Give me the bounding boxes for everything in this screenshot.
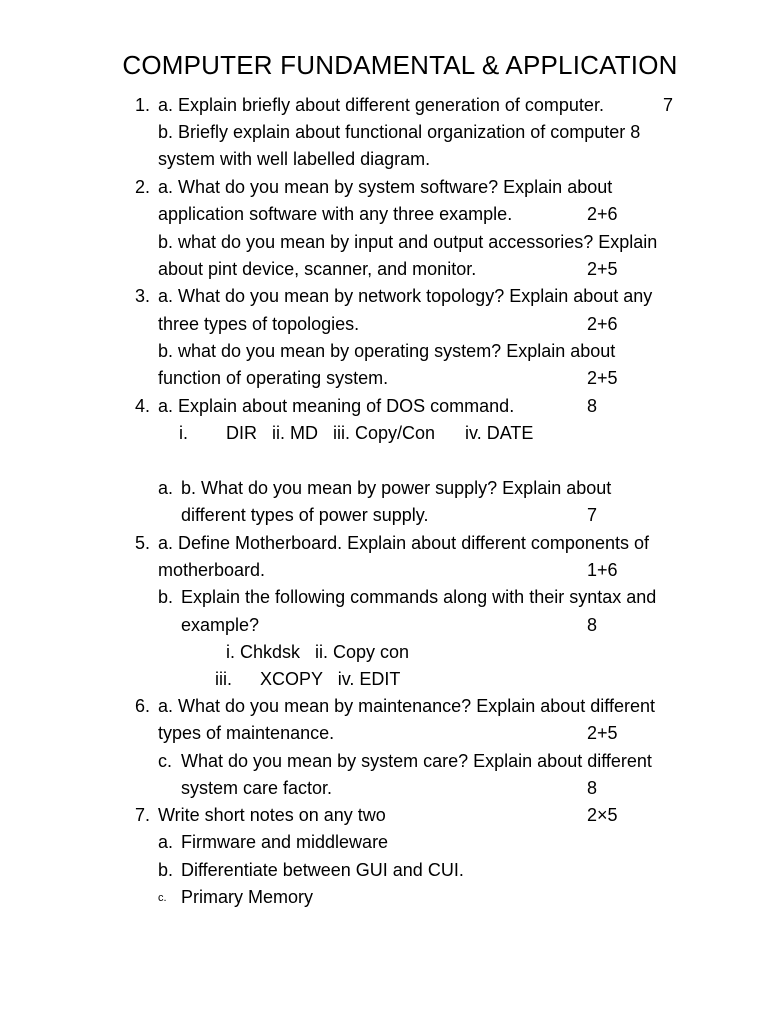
question-number: 6.	[135, 696, 151, 716]
question-text: a. Explain about meaning of DOS command.	[158, 396, 515, 416]
question-letter: b.	[158, 587, 174, 607]
question-text: a. What do you mean by system software? Explain about	[158, 177, 613, 197]
question-letter: b.	[158, 860, 174, 880]
sub-items: XCOPY iv. EDIT	[260, 669, 401, 689]
question-text: Primary Memory	[181, 887, 314, 907]
question-number: 1.	[135, 95, 151, 115]
marks: 8	[587, 615, 598, 635]
question-text: a. What do you mean by maintenance? Explain about different	[158, 696, 655, 716]
question-text: a. What do you mean by network topology? Explain about any	[158, 286, 653, 306]
question-letter: a.	[158, 832, 174, 852]
question-text: b. What do you mean by power supply? Explain about	[181, 478, 612, 498]
marks: 2+5	[587, 259, 618, 279]
question-number: 2.	[135, 177, 151, 197]
sub-items: i. Chkdsk ii. Copy con	[226, 642, 410, 662]
marks: 2+5	[587, 368, 618, 388]
question-text: about pint device, scanner, and monitor.	[158, 259, 477, 279]
question-text: system with well labelled diagram.	[158, 149, 431, 169]
question-letter: c.	[158, 751, 173, 771]
question-number: 7.	[135, 805, 151, 825]
question-text: types of maintenance.	[158, 723, 335, 743]
question-number: 4.	[135, 396, 151, 416]
question-text: application software with any three example.	[158, 204, 513, 224]
question-text: Firmware and middleware	[181, 832, 389, 852]
question-text: three types of topologies.	[158, 314, 360, 334]
question-text: Write short notes on any two	[158, 805, 386, 825]
marks: 8	[587, 396, 598, 416]
question-text: function of operating system.	[158, 368, 389, 388]
question-text: a. Define Motherboard. Explain about different components of	[158, 533, 649, 553]
marks: 7	[663, 95, 674, 115]
question-text: b. what do you mean by operating system? Explain about	[158, 341, 616, 361]
question-letter: c.	[158, 892, 167, 904]
question-text: Explain the following commands along with their syntax and	[181, 587, 657, 607]
question-number: 3.	[135, 286, 151, 306]
sub-items: DIR ii. MD iii. Copy/Con iv. DATE	[226, 423, 534, 443]
marks: 8	[587, 778, 598, 798]
question-text: What do you mean by system care? Explain about different	[181, 751, 652, 771]
question-text: system care factor.	[181, 778, 333, 798]
marks: 1+6	[587, 560, 618, 580]
question-text: Differentiate between GUI and CUI.	[181, 860, 464, 880]
question-letter: a.	[158, 478, 174, 498]
marks: 7	[587, 505, 598, 525]
question-text: b. Briefly explain about functional organization of computer 8	[158, 122, 641, 142]
question-text: motherboard.	[158, 560, 266, 580]
page-title: COMPUTER FUNDAMENTAL & APPLICATION	[122, 50, 678, 80]
sub-item-number: i.	[179, 423, 188, 443]
question-text: b. what do you mean by input and output accessories? Explain	[158, 232, 658, 252]
marks: 2+6	[587, 314, 618, 334]
question-number: 5.	[135, 533, 151, 553]
question-text: different types of power supply.	[181, 505, 429, 525]
question-text: example?	[181, 615, 260, 635]
question-text: a. Explain briefly about different generation of computer.	[158, 95, 604, 115]
marks: 2+5	[587, 723, 618, 743]
sub-item-number: iii.	[215, 669, 232, 689]
marks: 2+6	[587, 204, 618, 224]
marks: 2×5	[587, 805, 618, 825]
